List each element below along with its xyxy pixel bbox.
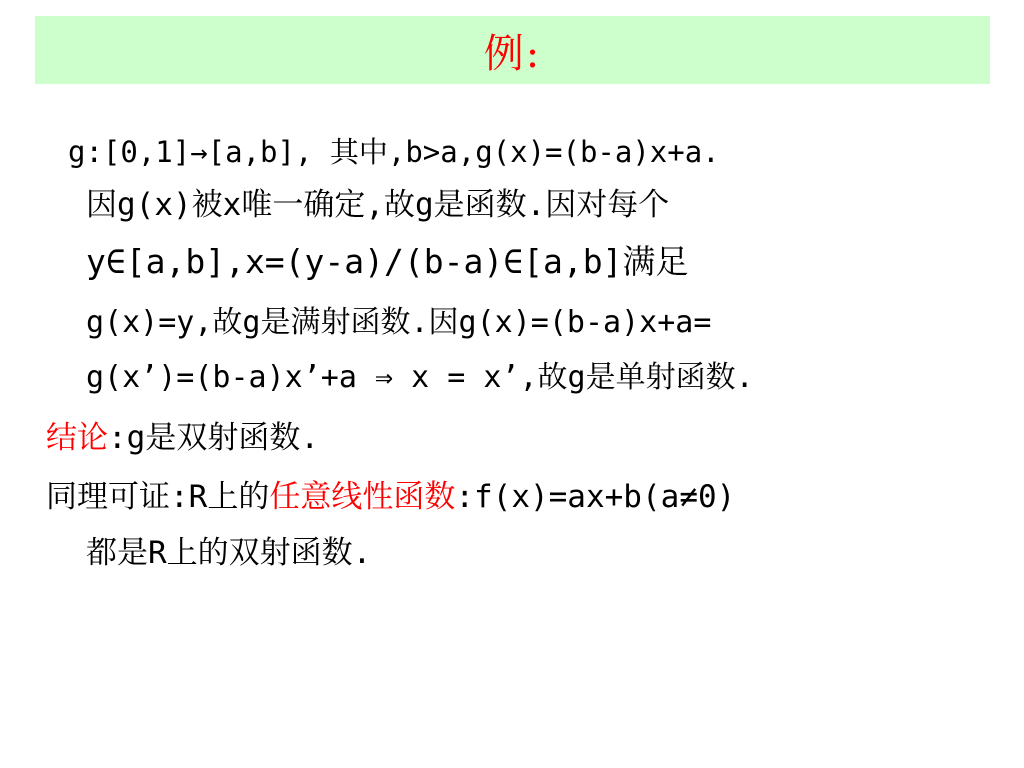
similar-prefix: 同理可证:R上的 bbox=[46, 479, 270, 515]
conclusion-line bbox=[46, 418, 319, 458]
title-bar bbox=[35, 16, 990, 84]
conclusion-label: 结论 bbox=[46, 420, 108, 456]
similar-suffix: :f(x)=ax+b(a≠0) bbox=[455, 479, 736, 515]
linear-function-highlight: 任意线性函数 bbox=[269, 479, 456, 515]
slide-title: 例: bbox=[483, 30, 542, 77]
example-line-3: y∈[a,b],x=(y-a)/(b-a)∈[a,b]满足 bbox=[86, 242, 689, 281]
example-line-5: g(x’)=(b-a)x’+a ⇒ x = x’,故g是单射函数. bbox=[86, 360, 754, 395]
similar-proof-line bbox=[46, 477, 735, 517]
conclusion-text: :g是双射函数. bbox=[108, 420, 319, 456]
similar-proof-line-2: 都是R上的双射函数. bbox=[86, 535, 372, 571]
example-line-4: g(x)=y,故g是满射函数.因g(x)=(b-a)x+a= bbox=[86, 305, 712, 340]
example-line-1: g:[0,1]→[a,b], 其中,b>a,g(x)=(b-a)x+a. bbox=[68, 135, 720, 169]
example-line-2: 因g(x)被x唯一确定,故g是函数.因对每个 bbox=[86, 187, 670, 223]
